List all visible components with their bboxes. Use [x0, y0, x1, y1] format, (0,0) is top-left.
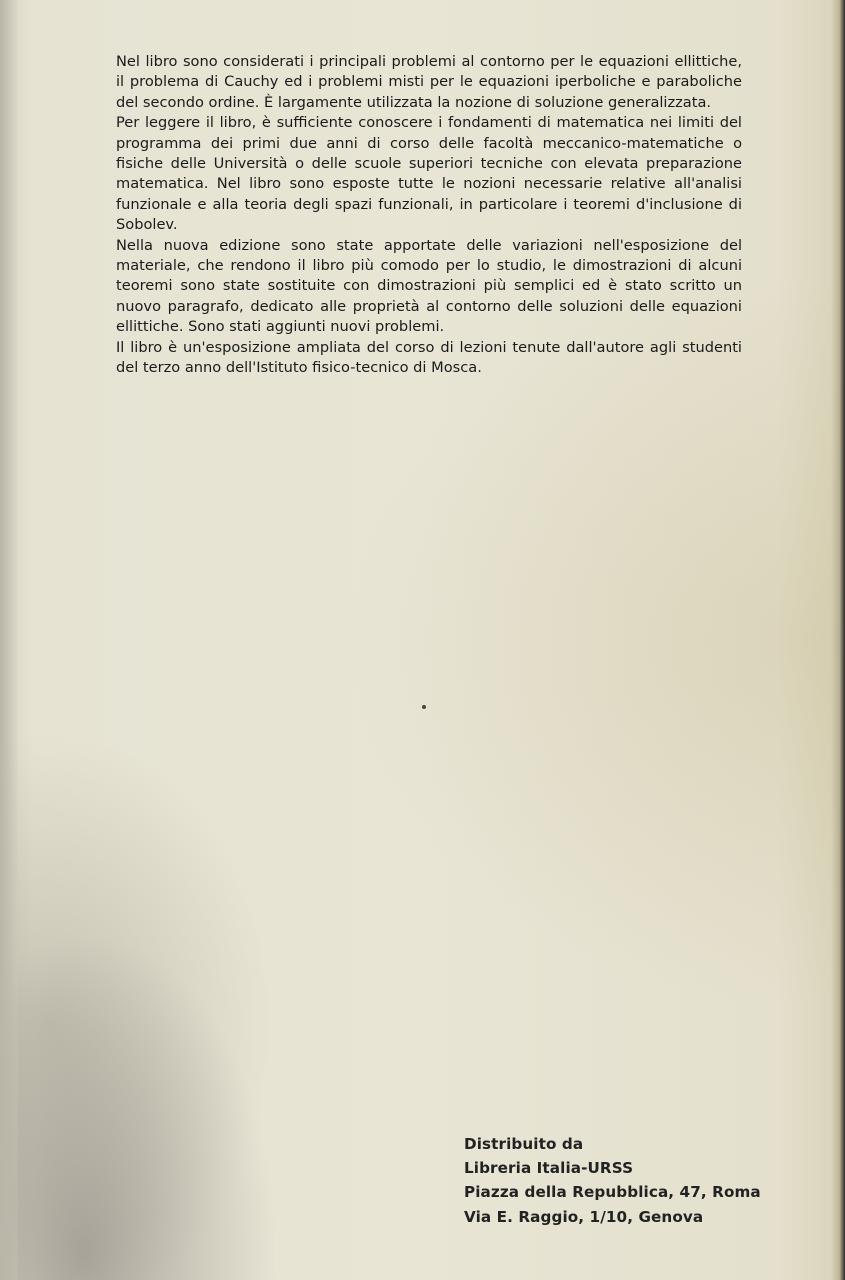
book-description — [116, 52, 742, 379]
cover-right-edge — [831, 0, 845, 1280]
description-paragraph-4: Il libro è un'esposizione ampliata del corso di lezioni tenute dall'autore agli studenti del terzo anno dell'Istituto fisico-tecnico di Mosca. — [116, 338, 742, 377]
description-paragraph-1: Nel libro sono considerati i principali problemi al contorno per le equazioni ellittiche, il problema di Cauchy ed i problemi misti per le equazioni iperboliche e paraboliche del secondo ordine. È largamente utilizzata la nozione di soluzione generalizzata. — [116, 53, 742, 111]
distributor-address-rome: Piazza della Repubblica, 47, Roma — [464, 1183, 761, 1202]
description-paragraph-2: Per leggere il libro, è sufficiente conoscere i fondamenti di matematica nei limiti del programma dei primi due anni di corso delle facoltà meccanico-matematiche o fisiche delle Università o delle scuole superiori tecniche con elevata preparazione matematica. Nel libro sono esposte tutte le nozioni necessarie relative all'analisi funzionale e alla teoria degli spazi funzionali, in particolare i teoremi d'inclusione di Sobolev. — [116, 114, 742, 234]
distributor-address-genoa: Via E. Raggio, 1/10, Genova — [464, 1207, 704, 1226]
distributor-intro: Distribuito da — [464, 1135, 584, 1153]
distributor-block — [464, 1132, 764, 1229]
paper-speck — [422, 705, 426, 709]
distributor-name: Libreria Italia-URSS — [464, 1159, 634, 1178]
description-paragraph-3: Nella nuova edizione sono state apportate delle variazioni nell'esposizione del materiale, che rendono il libro più comodo per lo studio, le dimostrazioni di alcuni teoremi sono state sostituite con dimostrazioni più semplici ed è stato scritto un nuovo paragrafo, dedicato alle proprietà al contorno delle soluzioni delle equazioni ellittiche. Sono stati aggiunti nuovi problemi. — [116, 236, 742, 336]
cover-left-edge — [0, 0, 18, 1280]
